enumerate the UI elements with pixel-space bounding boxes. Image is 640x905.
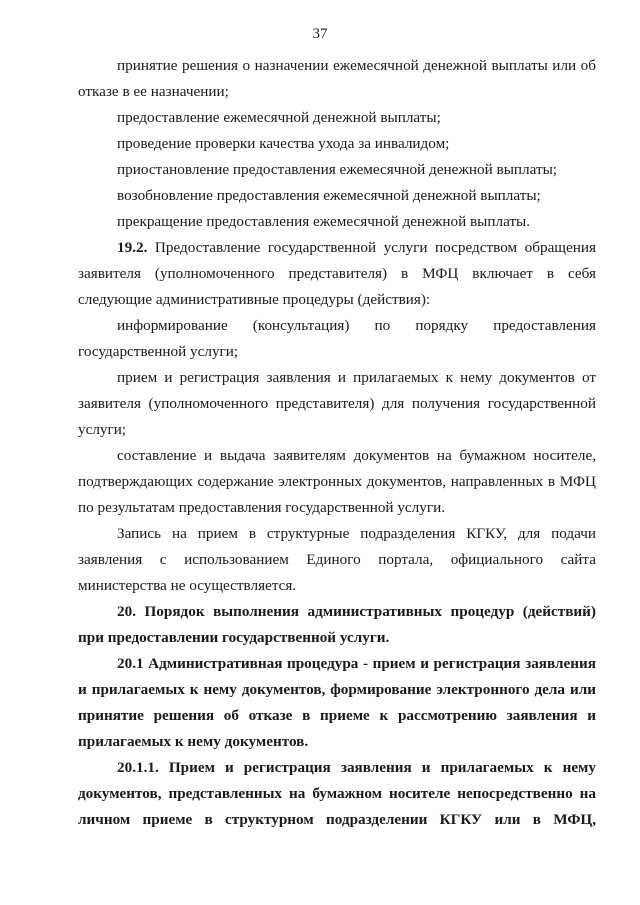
text-line: прекращение предоставления ежемесячной денежной выплаты. [117,213,531,230]
text-line: следующие административные процедуры (действия): [78,291,431,308]
text-line: принятие решения о назначении ежемесячной денежной выплаты или об [117,57,596,74]
text-line: составление и выдача заявителям документов на бумажном носителе, [117,447,596,464]
text-span: Предоставление государственной услуги посредством обращения [147,239,596,256]
section-20-1-heading-cont: и прилагаемых к нему документов, формирование электронного дела или [78,681,596,698]
section-number: 19.2. [117,239,148,256]
text-line: министерства не осуществляется. [78,577,297,594]
text-line: Запись на прием в структурные подразделения КГКУ, для подачи [117,525,596,542]
text-line: государственной услуги; [78,343,239,360]
text-line: заявителя (уполномоченного представителя) для получения государственной [78,395,596,412]
section-20-1-heading: 20.1 Административная процедура - прием и регистрация заявления [117,655,596,672]
section-20-heading: 20. Порядок выполнения административных процедур (действий) [117,603,596,620]
text-line: предоставление ежемесячной денежной выплаты; [117,109,441,126]
text-line: прием и регистрация заявления и прилагаемых к нему документов от [117,369,596,386]
text-line: подтверждающих содержание электронных документов, направленных в МФЦ [78,473,596,490]
page-number: 37 [312,26,328,42]
text-line: услуги; [78,421,127,438]
section-20-1-1-heading: 20.1.1. Прием и регистрация заявления и прилагаемых к нему [117,759,596,776]
text-line: проведение проверки качества ухода за инвалидом; [117,135,450,152]
text-line: возобновление предоставления ежемесячной денежной выплаты; [117,187,541,204]
text-line: отказе в ее назначении; [78,83,229,100]
section-20-1-1-heading-cont: личном приеме в структурном подразделении КГКУ или в МФЦ, [78,811,596,828]
text-line: заявителя (уполномоченного представителя) в МФЦ включает в себя [78,265,596,282]
section-20-heading-cont: при предоставлении государственной услуги. [78,629,390,646]
text-line: информирование (консультация) по порядку предоставления [117,317,596,334]
text-line: заявления с использованием Единого портала, официального сайта [78,551,596,568]
section-20-1-1-heading-cont: документов, представленных на бумажном носителе непосредственно на [78,785,596,802]
paragraph-19-2-first-line [117,238,596,258]
section-20-1-heading-cont: прилагаемых к нему документов. [78,733,309,750]
text-line: приостановление предоставления ежемесячной денежной выплаты; [117,161,558,178]
section-20-1-heading-cont: принятие решения об отказе в приеме к рассмотрению заявления и [78,707,596,724]
text-line: по результатам предоставления государственной услуги. [78,499,446,516]
